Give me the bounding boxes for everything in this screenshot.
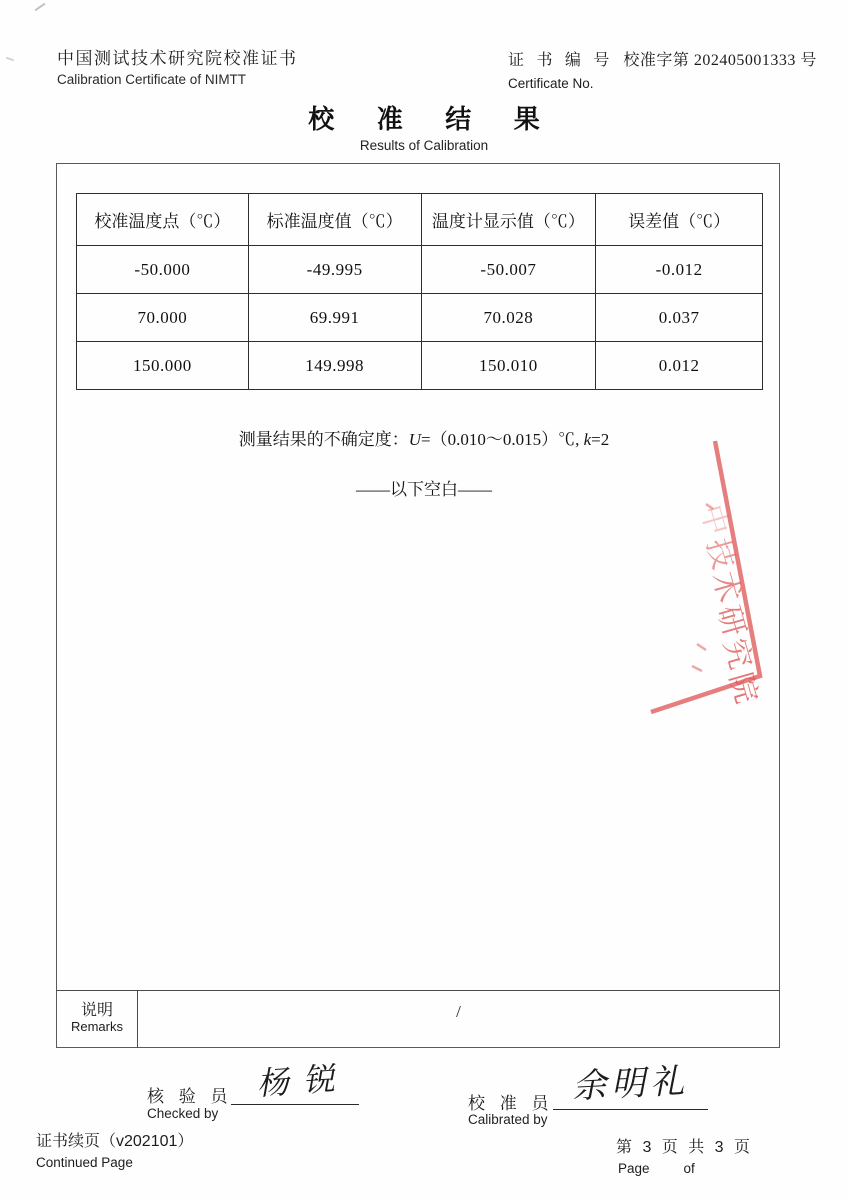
cell-error: 0.012 xyxy=(596,342,763,390)
table-row xyxy=(77,246,763,294)
uncertainty-value: =（0.010～0.015）℃, xyxy=(421,430,584,449)
stamp-char: 院 xyxy=(723,669,763,707)
certificate-number-label-en: Certificate No. xyxy=(508,76,594,91)
cell-indicated: 70.028 xyxy=(421,294,596,342)
uncertainty-label: 测量结果的不确定度： xyxy=(238,430,409,449)
col-header-calibration-point: 校准温度点（℃） xyxy=(77,194,249,246)
blank-below-marker: ——以下空白—— xyxy=(356,480,492,499)
continued-page-label-cn: 证书续页（v202101） xyxy=(36,1133,194,1150)
page-subtitle: Results of Calibration xyxy=(359,138,489,153)
remarks-value: / xyxy=(456,1002,461,1021)
page-number-en xyxy=(618,1161,695,1176)
stamp-char: 研 xyxy=(711,602,751,640)
table-row xyxy=(77,342,763,390)
coverage-factor-value: =2 xyxy=(591,430,610,449)
cell-error: -0.012 xyxy=(596,246,763,294)
stamp-char: 究 xyxy=(717,635,757,673)
cell-indicated: 150.010 xyxy=(421,342,596,390)
org-title-en: Calibration Certificate of NIMTT xyxy=(57,72,247,87)
remarks-divider xyxy=(56,990,780,991)
col-header-error-value: 误差值（℃） xyxy=(596,194,763,246)
coverage-factor-symbol: k xyxy=(583,430,592,449)
stamp-char: 术 xyxy=(706,568,746,606)
page-title: 校 准 结 果 xyxy=(308,105,558,134)
continued-page-label-en: Continued Page xyxy=(36,1155,133,1170)
scan-artifact xyxy=(6,57,14,62)
uncertainty-statement xyxy=(0,425,848,450)
cell-standard: 149.998 xyxy=(248,342,421,390)
calibration-results-table xyxy=(76,193,763,390)
cell-error: 0.037 xyxy=(596,294,763,342)
cell-standard: -49.995 xyxy=(248,246,421,294)
stamp-char: 中 xyxy=(694,501,734,539)
remarks-label-en: Remarks xyxy=(70,1019,123,1034)
of-word: of xyxy=(683,1161,695,1176)
calibrated-by-label-en: Calibrated by xyxy=(468,1112,548,1127)
cell-indicated: -50.007 xyxy=(421,246,596,294)
scan-artifact xyxy=(35,3,46,12)
stamp-char: 技 xyxy=(700,535,740,573)
certificate-number-line xyxy=(508,47,817,70)
org-title-cn: 中国测试技术研究院校准证书 xyxy=(57,49,298,68)
page-number-cn: 第 3 页 共 3 页 xyxy=(616,1139,754,1156)
certificate-number-value: 校准字第 202405001333 号 xyxy=(623,52,817,69)
table-row xyxy=(77,294,763,342)
col-header-indicated-value: 温度计显示值（℃） xyxy=(421,194,596,246)
col-header-standard-value: 标准温度值（℃） xyxy=(248,194,421,246)
calibrated-by-label-cn: 校 准 员 xyxy=(468,1094,554,1113)
checked-by-label-cn: 核 验 员 xyxy=(147,1087,233,1106)
page-word: Page xyxy=(618,1161,650,1176)
checked-by-label-en: Checked by xyxy=(147,1106,219,1121)
calibrated-by-signature: 余明礼 xyxy=(571,1060,691,1108)
remarks-label-cn: 说明 xyxy=(80,1002,113,1019)
cell-point: 70.000 xyxy=(77,294,249,342)
uncertainty-u-symbol: U xyxy=(408,430,422,449)
certificate-number-label: 证 书 编 号 xyxy=(508,52,614,69)
cell-point: -50.000 xyxy=(77,246,249,294)
checked-by-signature: 杨锐 xyxy=(255,1058,350,1103)
cell-point: 150.000 xyxy=(77,342,249,390)
table-header-row xyxy=(77,194,763,246)
cell-standard: 69.991 xyxy=(248,294,421,342)
